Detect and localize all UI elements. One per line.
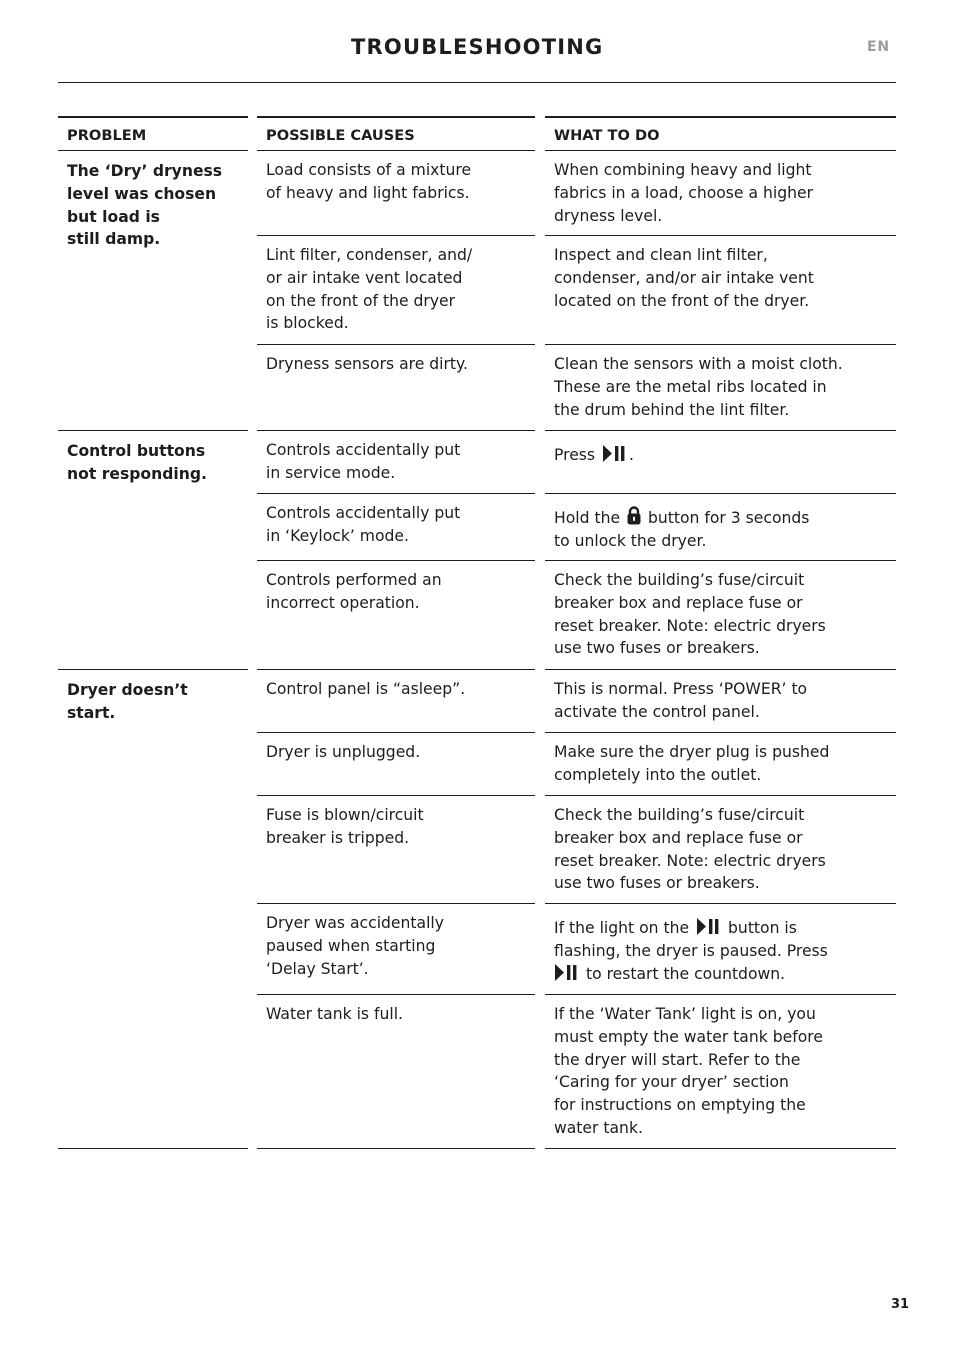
cause-cell: Lint filter, condenser, and/ or air intake vent located on the front of the dryer is blocked. — [257, 236, 535, 345]
header-divider — [58, 82, 896, 83]
action-cell: Clean the sensors with a moist cloth. These are the metal ribs located in the drum behind the lint filter. — [545, 345, 896, 431]
action-cell: Check the building’s fuse/circuit breaker box and replace fuse or reset breaker. Note: electric dryers use two fuses or breakers. — [545, 796, 896, 904]
cause-cell: Dryness sensors are dirty. — [257, 345, 535, 431]
action-cell — [545, 431, 896, 494]
play-pause-icon — [696, 918, 721, 935]
action-cell: Make sure the dryer plug is pushed completely into the outlet. — [545, 733, 896, 796]
cause-cell: Control panel is “asleep”. — [257, 670, 535, 733]
action-cell — [545, 494, 896, 561]
cause-cell: Fuse is blown/circuit breaker is tripped. — [257, 796, 535, 904]
page-title: TROUBLESHOOTING — [351, 35, 604, 59]
play-pause-icon — [554, 964, 579, 981]
cause-cell: Dryer was accidentally paused when starting ‘Delay Start’. — [257, 904, 535, 995]
cause-cell: Dryer is unplugged. — [257, 733, 535, 796]
cause-cell: Controls accidentally put in ‘Keylock’ mode. — [257, 494, 535, 561]
column-header-causes: POSSIBLE CAUSES — [257, 116, 535, 151]
problem-cell: Control buttons not responding. — [58, 431, 248, 670]
action-text: button is flashing, the dryer is paused. Press — [554, 919, 828, 960]
cause-cell: Water tank is full. — [257, 995, 535, 1149]
action-text: If the light on the — [554, 919, 690, 937]
problem-cell: The ‘Dry’ dryness level was chosen but load is still damp. — [58, 151, 248, 431]
play-pause-icon — [602, 445, 627, 462]
action-text: Hold the — [554, 509, 621, 527]
action-text: button for 3 seconds to unlock the dryer. — [554, 509, 810, 550]
action-cell: If the ‘Water Tank’ light is on, you must empty the water tank before the dryer will start. Refer to the ‘Caring for your dryer’ section for instructions on emptying the water tank. — [545, 995, 896, 1149]
language-tag: EN — [867, 39, 890, 55]
page-number: 31 — [891, 1297, 910, 1312]
action-text: to restart the countdown. — [585, 964, 786, 983]
action-text: . — [629, 446, 634, 464]
column-header-problem: PROBLEM — [58, 116, 248, 151]
column-header-todo: WHAT TO DO — [545, 116, 896, 151]
problem-cell: Dryer doesn’t start. — [58, 670, 248, 1149]
action-cell: When combining heavy and light fabrics in a load, choose a higher dryness level. — [545, 151, 896, 236]
action-cell: Check the building’s fuse/circuit breaker box and replace fuse or reset breaker. Note: electric dryers use two fuses or breakers. — [545, 561, 896, 670]
action-cell — [545, 904, 896, 995]
cause-cell: Controls performed an incorrect operation. — [257, 561, 535, 670]
action-cell: Inspect and clean lint filter, condenser, and/or air intake vent located on the front of the dryer. — [545, 236, 896, 345]
lock-icon — [627, 506, 641, 525]
cause-cell: Load consists of a mixture of heavy and light fabrics. — [257, 151, 535, 236]
action-text: Press — [554, 446, 596, 464]
cause-cell: Controls accidentally put in service mode. — [257, 431, 535, 494]
action-cell: This is normal. Press ‘POWER’ to activate the control panel. — [545, 670, 896, 733]
